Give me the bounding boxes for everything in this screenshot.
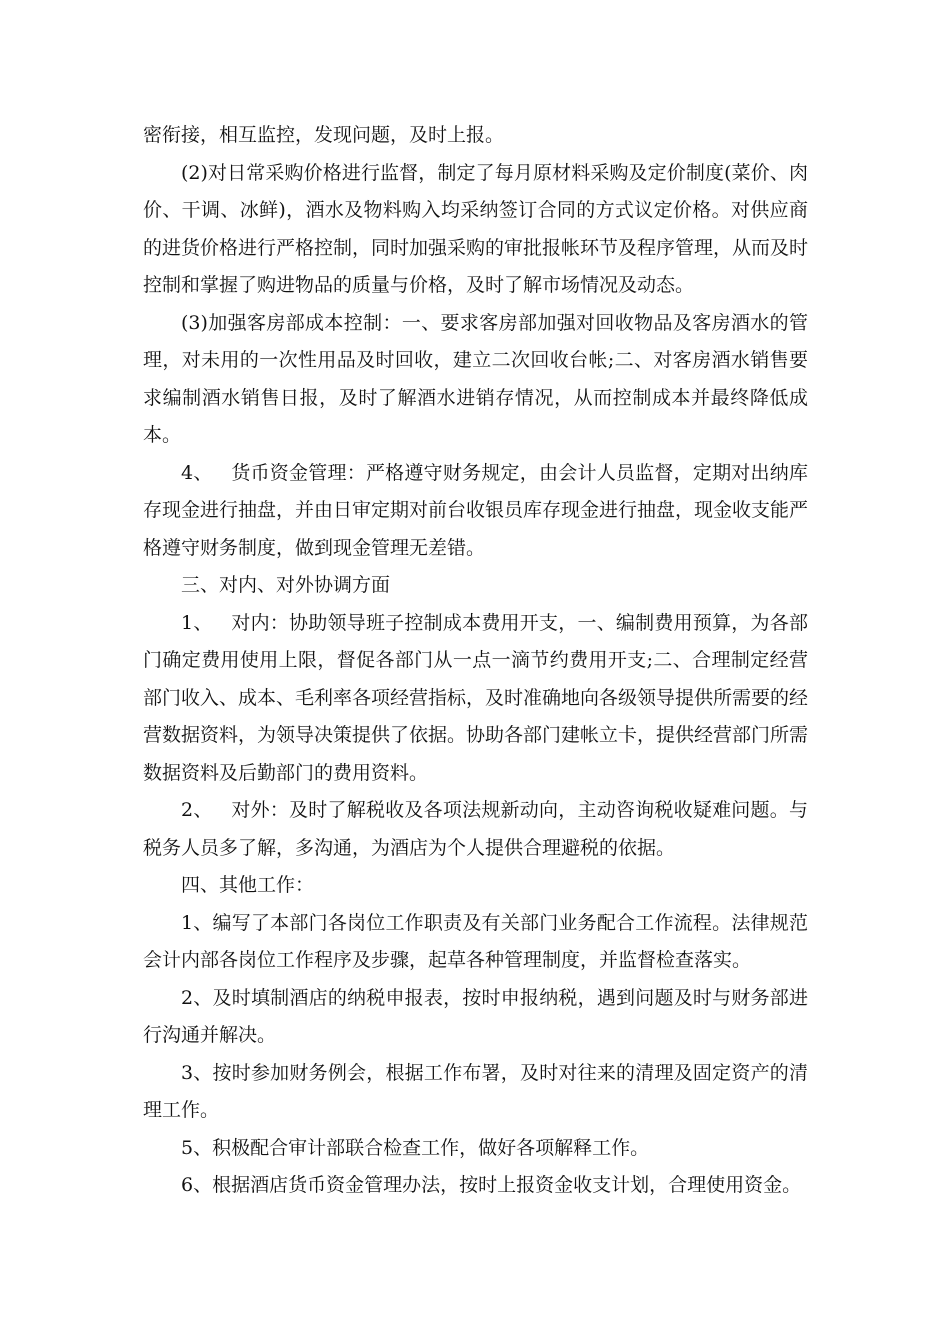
paragraph-6: 1、 对内：协助领导班子控制成本费用开支，一、编制费用预算，为各部门确定费用使用上限，督促各部门从一点一滴节约费用开支;二、合理制定经营部门收入、成本、毛利率各项经营指标，及时准确地向各级领导提供所需要的经营数据资料，为领导决策提供了依据。协助各部门建帐立卡，提供经营部门所需数据资料及后勤部门的费用资料。 [143, 611, 809, 784]
paragraph-1: 密衔接，相互监控，发现问题，及时上报。 [143, 124, 505, 146]
section-heading-3: 三、对内、对外协调方面 [181, 574, 391, 596]
paragraph-4: 4、 货币资金管理：严格遵守财务规定，由会计人员监督，定期对出纳库存现金进行抽盘，并由日审定期对前台收银员库存现金进行抽盘，现金收支能严格遵守财务制度，做到现金管理无差错。 [143, 461, 809, 559]
paragraph-2: (2)对日常采购价格进行监督，制定了每月原材料采购及定价制度(菜价、肉价、干调、冰鲜)，酒水及物料购入均采纳签订合同的方式议定价格。对供应商的进货价格进行严格控制，同时加强采购的审批报帐环节及程序管理，从而及时控制和掌握了购进物品的质量与价格，及时了解市场情况及动态。 [143, 161, 809, 296]
paragraph-11: 3、按时参加财务例会，根据工作布署，及时对往来的清理及固定资产的清理工作。 [143, 1061, 808, 1121]
paragraph-10: 2、及时填制酒店的纳税申报表，按时申报纳税，遇到问题及时与财务部进行沟通并解决。 [143, 986, 808, 1046]
paragraph-9: 1、编写了本部门各岗位工作职责及有关部门业务配合工作流程。法律规范会计内部各岗位工作程序及步骤，起草各种管理制度，并监督检查落实。 [143, 911, 808, 971]
section-heading-4: 四、其他工作： [181, 874, 315, 896]
document-page [143, 117, 808, 1205]
paragraph-13: 6、根据酒店货币资金管理办法，按时上报资金收支计划，合理使用资金。 [181, 1174, 802, 1196]
paragraph-12: 5、积极配合审计部联合检查工作，做好各项解释工作。 [181, 1136, 650, 1159]
paragraph-7: 2、 对外：及时了解税收及各项法规新动向，主动咨询税收疑难问题。与税务人员多了解，多沟通，为酒店为个人提供合理避税的依据。 [143, 799, 808, 859]
paragraph-3: (3)加强客房部成本控制：一、要求客房部加强对回收物品及客房酒水的管理，对未用的一次性用品及时回收，建立二次回收台帐;二、对客房酒水销售要求编制酒水销售日报，及时了解酒水进销存情况，从而控制成本并最终降低成本。 [143, 311, 808, 446]
